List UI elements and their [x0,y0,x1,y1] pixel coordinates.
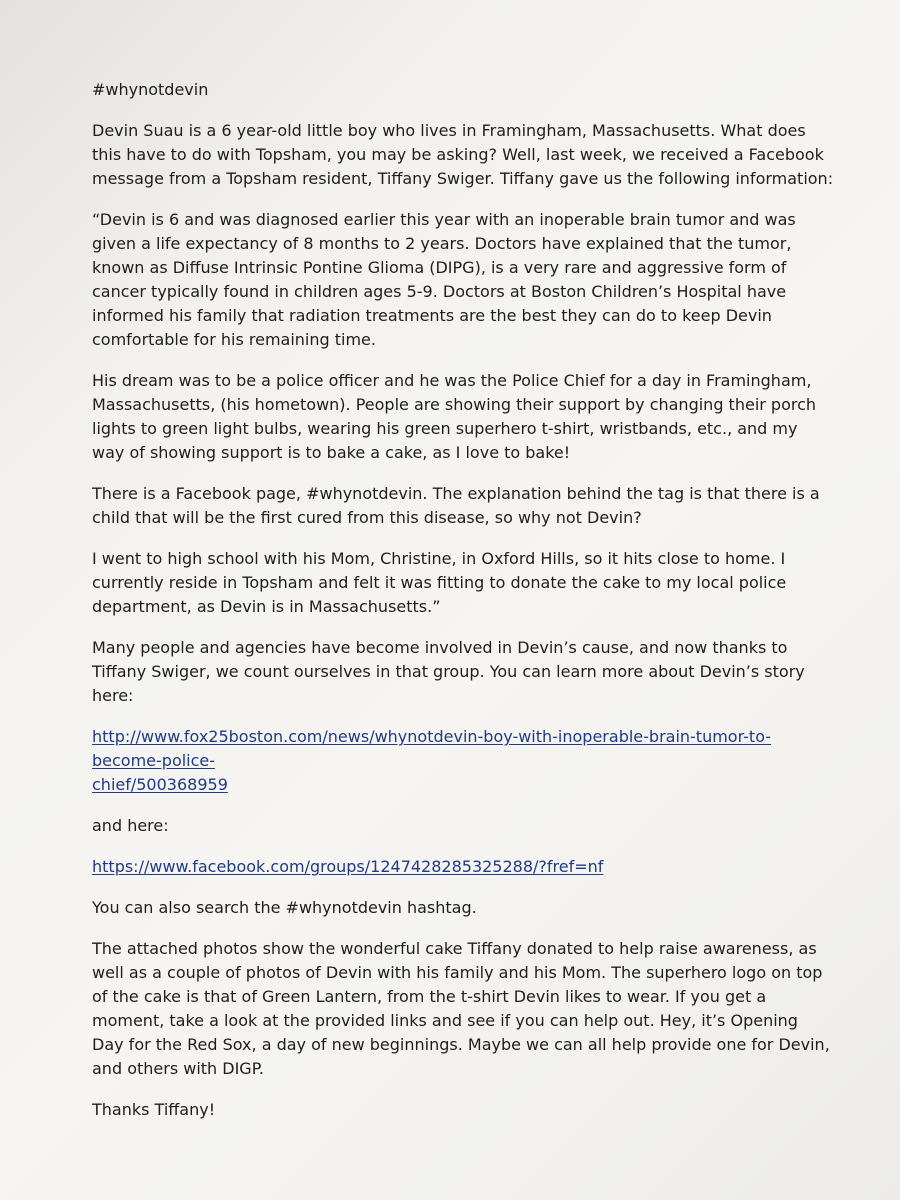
fox25-link-paragraph [92,725,834,797]
and-here-paragraph: and here: [92,816,169,835]
intro-paragraph: Devin Suau is a 6 year-old little boy who lives in Framingham, Massachusetts. What does this have to do with Topsham, you may be asking? Well, last week, we received a Facebook message from a Topsham resident, Tiffany Swiger. Tiffany gave us the following information: [92,121,834,188]
quote-paragraph-high-school: I went to high school with his Mom, Christine, in Oxford Hills, so it hits close to home. I currently reside in Topsham and felt it was fitting to donate the cake to my local police department, as Devin is in Massachusetts.” [92,549,787,616]
closing-paragraph: The attached photos show the wonderful cake Tiffany donated to help raise awareness, as well as a couple of photos of Devin with his family and his Mom. The superhero logo on top of the cake is that of Green Lantern, from the t-shirt Devin likes to wear. If you get a moment, take a look at the provided links and see if you can help out. Hey, it’s Opening Day for the Red Sox, a day of new beginnings. Maybe we can all help provide one for Devin, and others with DIGP. [92,939,830,1078]
fox25-link-line-1[interactable]: http://www.fox25boston.com/news/whynotdevin-boy-with-inoperable-brain-tumor-to-become-police- [92,727,772,770]
search-hashtag-paragraph: You can also search the #whynotdevin hashtag. [92,898,477,917]
quote-paragraph-diagnosis: “Devin is 6 and was diagnosed earlier this year with an inoperable brain tumor and was given a life expectancy of 8 months to 2 years. Doctors have explained that the tumor, known as Diffuse Intrinsic Pontine Glioma (DIPG), is a very rare and aggressive form of cancer typically found in children ages 5-9. Doctors at Boston Children’s Hospital have informed his family that radiation treatments are the best they can do to keep Devin comfortable for his remaining time. [92,210,796,349]
quote-paragraph-dream: His dream was to be a police officer and he was the Police Chief for a day in Framingham, Massachusetts, (his hometown). People are showing their support by changing their porch lights to green light bulbs, wearing his green superhero t-shirt, wristbands, etc., and my way of showing support is to bake a cake, as I love to bake! [92,371,817,462]
facebook-link-paragraph [92,855,834,879]
fox25-link-line-2[interactable]: chief/500368959 [92,775,228,794]
facebook-group-link[interactable]: https://www.facebook.com/groups/1247428285325288/?fref=nf [92,857,604,876]
quote-paragraph-facebook-page: There is a Facebook page, #whynotdevin. The explanation behind the tag is that there is a child that will be the first cured from this disease, so why not Devin? [92,484,820,527]
learn-more-paragraph: Many people and agencies have become involved in Devin’s cause, and now thanks to Tiffany Swiger, we count ourselves in that group. You can learn more about Devin’s story here: [92,638,805,705]
hashtag-heading: #whynotdevin [92,80,209,99]
signoff: Thanks Tiffany! [92,1100,216,1119]
